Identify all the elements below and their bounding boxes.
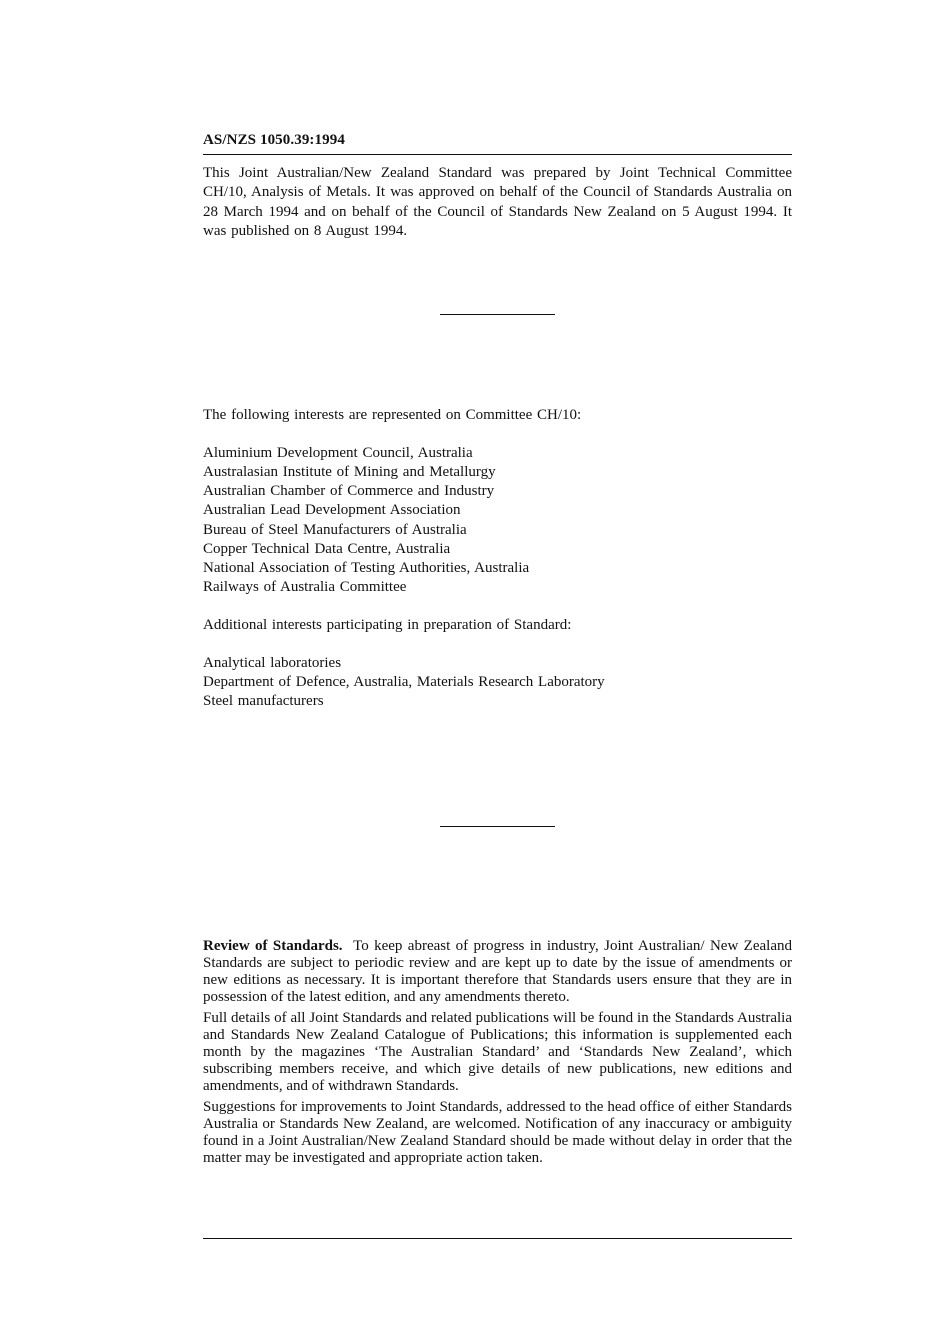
section-divider [440, 826, 555, 827]
approval-statement: This Joint Australian/New Zealand Standard was prepared by Joint Technical Committee CH/10, Analysis of Metals. It was approved on behalf of the Council of Standards Australia on 28 March 1994 and on behalf of the Council of Standards New Zealand on 5 August 1994. It was published on 8 August 1994. [203, 165, 792, 239]
footer-rule [203, 1238, 792, 1239]
additional-interest-item: Department of Defence, Australia, Materials Research Laboratory [203, 674, 605, 691]
header-rule [203, 154, 792, 155]
additional-interest-item: Steel manufacturers [203, 693, 324, 710]
document-identifier: AS/NZS 1050.39:1994 [203, 132, 345, 148]
additional-interest-item: Analytical laboratories [203, 655, 342, 672]
member-item: Copper Technical Data Centre, Australia [203, 540, 451, 557]
committee-interests [203, 406, 792, 712]
member-item: Australian Chamber of Commerce and Industry [203, 483, 495, 500]
review-heading: Review of Standards. [203, 938, 343, 954]
interests-intro: The following interests are represented on Committee CH/10: [203, 407, 582, 423]
additional-interests-list [203, 654, 792, 711]
review-of-standards [203, 938, 792, 1171]
review-paragraph-1 [203, 938, 792, 1006]
review-paragraph-2: Full details of all Joint Standards and related publications will be found in the Standards Australia and Standards New Zealand Catalogue of Publications; this information is supplemented each month by the magazines ‘The Australian Standard’ and ‘Standards New Zealand’, which subscribing members receive, and which give details of new publications, new editions and amendments, and of withdrawn Standards. [203, 1010, 792, 1094]
review-text-1: To keep abreast of progress in industry, Joint Australian/ New Zealand Standards are subject to periodic review and are kept up to date by the issue of amendments or new editions as necessary. It is important therefore that Standards users ensure that they are in possession of the latest edition, and any amendments thereto. [203, 938, 792, 1005]
member-item: Australian Lead Development Association [203, 502, 461, 519]
document-page [203, 0, 792, 1343]
member-item: National Association of Testing Authorities, Australia [203, 559, 530, 576]
section-divider [440, 314, 555, 315]
member-item: Australasian Institute of Mining and Metallurgy [203, 464, 496, 481]
member-item: Bureau of Steel Manufacturers of Australia [203, 521, 467, 538]
member-item: Railways of Australia Committee [203, 578, 407, 595]
additional-interests-intro: Additional interests participating in preparation of Standard: [203, 617, 572, 634]
member-list [203, 444, 792, 597]
review-paragraph-3: Suggestions for improvements to Joint Standards, addressed to the head office of either Standards Australia or Standards New Zealand, are welcomed. Notification of any inaccuracy or ambiguity found in a Joint Australian/New Zealand Standard should be made without delay in order that the matter may be investigated and appropriate action taken. [203, 1099, 792, 1166]
member-item: Aluminium Development Council, Australia [203, 445, 473, 462]
